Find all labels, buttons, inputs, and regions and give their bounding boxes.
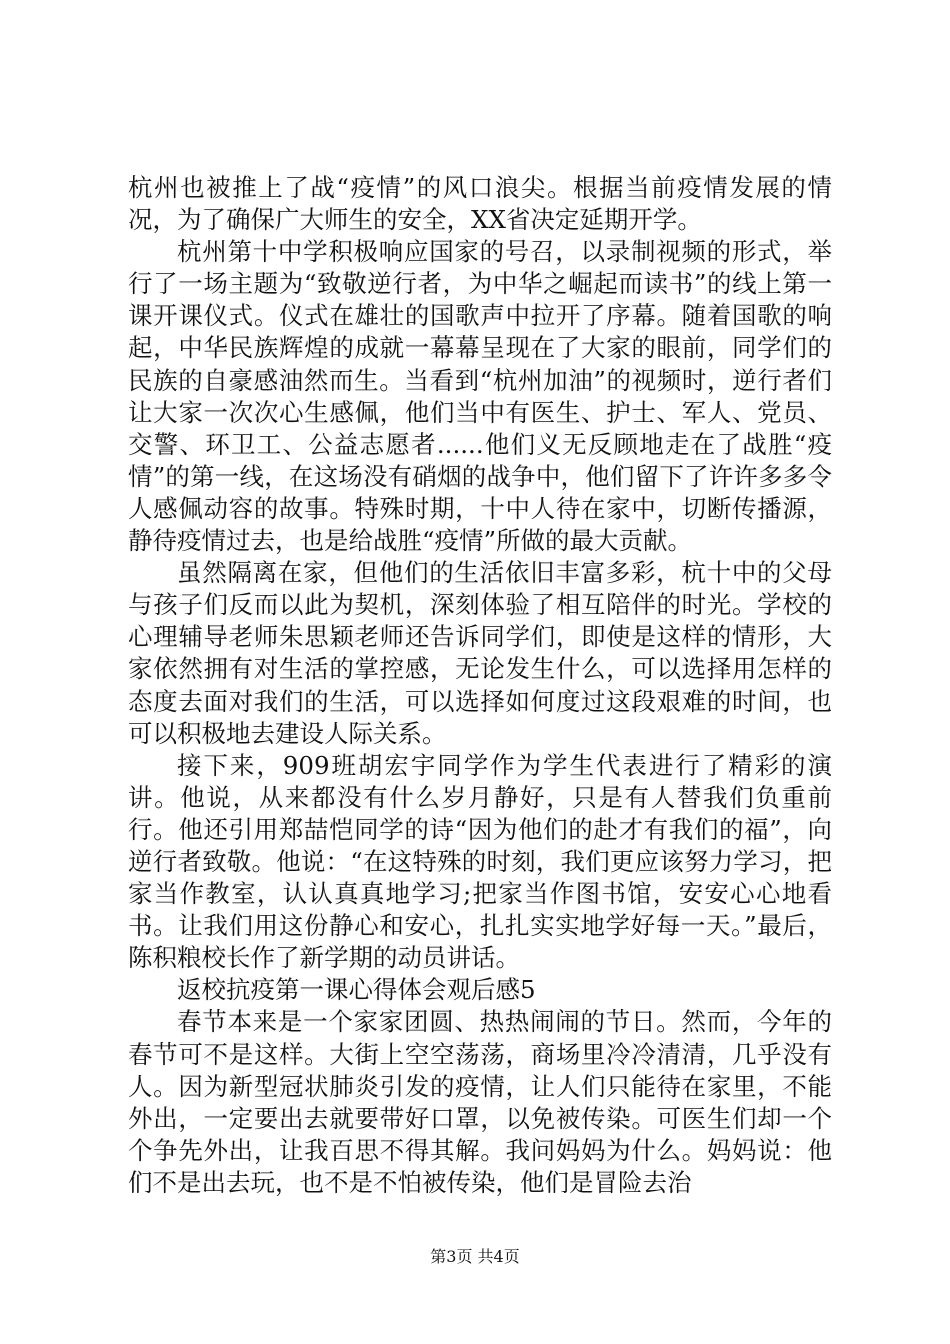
paragraph-3: 虽然隔离在家，但他们的生活依旧丰富多彩，杭十中的父母与孩子们反而以此为契机，深刻体验了相互陪伴的时光。学校的心理辅导老师朱思颖老师还告诉同学们，即使是这样的情形，大家依然拥有对生活的掌控感，无论发生什么，可以选择用怎样的态度去面对我们的生活，可以选择如何度过这段艰难的时间，也可以积极地去建设人际关系。 <box>128 558 832 748</box>
paragraph-1: 杭州也被推上了战“疫情”的风口浪尖。根据当前疫情发展的情况，为了确保广大师生的安全，XX省决定延期开学。 <box>128 173 832 235</box>
page-number-footer: 第3页 共4页 <box>430 1247 520 1266</box>
section-heading: 返校抗疫第一课心得体会观后感5 <box>177 975 536 1005</box>
document-body <box>128 172 832 1199</box>
paragraph-4: 接下来，909班胡宏宇同学作为学生代表进行了精彩的演讲。他说，从来都没有什么岁月静好，只是有人替我们负重前行。他还引用郑喆恺同学的诗“因为他们的赴才有我们的福”，向逆行者致敬。他说：“在这特殊的时刻，我们更应该努力学习，把家当作教室，认认真真地学习;把家当作图书馆，安安心心地看书。让我们用这份静心和安心，扎扎实实地学好每一天。”最后，陈积粮校长作了新学期的动员讲话。 <box>128 750 832 973</box>
paragraph-5: 春节本来是一个家家团圆、热热闹闹的节日。然而，今年的春节可不是这样。大街上空空荡荡，商场里冷冷清清，几乎没有人。因为新型冠状肺炎引发的疫情，让人们只能待在家里，不能外出，一定要出去就要带好口罩，以免被传染。可医生们却一个个争先外出，让我百思不得其解。我问妈妈为什么。妈妈说：他们不是出去玩，也不是不怕被传染，他们是冒险去治 <box>128 1007 832 1197</box>
paragraph-2: 杭州第十中学积极响应国家的号召，以录制视频的形式，举行了一场主题为“致敬逆行者，为中华之崛起而读书”的线上第一课开课仪式。仪式在雄壮的国歌声中拉开了序幕。随着国歌的响起，中华民族辉煌的成就一幕幕呈现在了大家的眼前，同学们的民族的自豪感油然而生。当看到“杭州加油”的视频时，逆行者们让大家一次次心生感佩，他们当中有医生、护士、军人、党员、交警、环卫工、公益志愿者......他们义无反顾地走在了战胜“疫情”的第一线，在这场没有硝烟的战争中，他们留下了许许多多令人感佩动容的故事。特殊时期，十中人待在家中，切断传播源，静待疫情过去，也是给战胜“疫情”所做的最大贡献。 <box>128 237 832 556</box>
